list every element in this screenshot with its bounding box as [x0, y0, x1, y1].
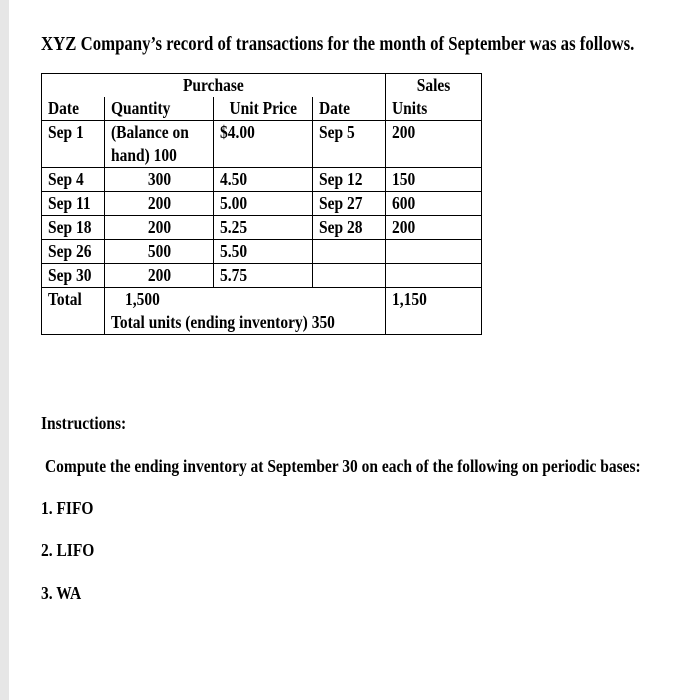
instructions-heading: Instructions: [41, 413, 127, 433]
table-column-header-row [42, 97, 482, 121]
row-date: Sep 1 [48, 122, 84, 142]
table-row [42, 240, 482, 264]
row-quantity: 200 [147, 265, 171, 285]
row-sale-date: Sep 28 [319, 217, 363, 237]
row-price: 5.00 [220, 193, 248, 213]
table-ending-inventory-row [42, 311, 482, 335]
row-quantity: 500 [147, 241, 171, 261]
purchase-header-cell [42, 74, 386, 98]
row-price: 5.25 [220, 217, 248, 237]
total-label: Total [48, 289, 82, 309]
row-date: Sep 30 [48, 265, 92, 285]
table-row [42, 192, 482, 216]
instructions-text: Compute the ending inventory at September 30 on each of the following on periodic bases: [45, 456, 641, 476]
instruction-item-wa: 3. WA [41, 583, 82, 603]
table-group-header-row [42, 74, 482, 98]
col-header-units: Units [392, 98, 428, 118]
document-title: XYZ Company’s record of transactions for the month of September was as follows. [41, 34, 635, 55]
total-units: 1,150 [392, 289, 427, 309]
table-row [42, 168, 482, 192]
row-price: 4.50 [220, 169, 248, 189]
row-sale-date: Sep 5 [319, 122, 355, 142]
row-units: 200 [392, 217, 416, 237]
row-quantity: 200 [147, 217, 171, 237]
row-date: Sep 26 [48, 241, 92, 261]
sales-header-cell [386, 74, 482, 98]
row-quantity-line1: (Balance on [111, 122, 189, 142]
table-row [42, 264, 482, 288]
purchase-header: Purchase [183, 75, 244, 95]
row-units: 150 [392, 169, 416, 189]
row-quantity: 200 [147, 193, 171, 213]
row-price: 5.50 [220, 241, 248, 261]
instruction-item-fifo: 1. FIFO [41, 498, 94, 518]
row-sale-date: Sep 27 [319, 193, 363, 213]
col-header-date: Date [48, 98, 79, 118]
col-header-sales-date: Date [319, 98, 350, 118]
ending-inventory: Total units (ending inventory) 350 [111, 312, 335, 332]
instruction-item-lifo: 2. LIFO [41, 540, 95, 560]
row-quantity-line2: hand) 100 [111, 145, 177, 165]
row-date: Sep 18 [48, 217, 92, 237]
row-date: Sep 4 [48, 169, 84, 189]
row-quantity: 300 [147, 169, 171, 189]
table-total-row [42, 288, 482, 312]
row-sale-date: Sep 12 [319, 169, 363, 189]
total-quantity: 1,500 [125, 289, 160, 309]
sales-header: Sales [416, 75, 451, 95]
row-date: Sep 11 [48, 193, 91, 213]
row-price: $4.00 [220, 122, 255, 142]
table-row [42, 121, 482, 168]
row-units: 200 [392, 122, 416, 142]
page-left-margin [0, 0, 9, 700]
row-price: 5.75 [220, 265, 248, 285]
table-row [42, 216, 482, 240]
col-header-quantity: Quantity [111, 98, 171, 118]
col-header-unit-price: Unit Price [229, 98, 297, 118]
transactions-table [41, 73, 482, 335]
row-units: 600 [392, 193, 416, 213]
document-page [9, 0, 681, 700]
